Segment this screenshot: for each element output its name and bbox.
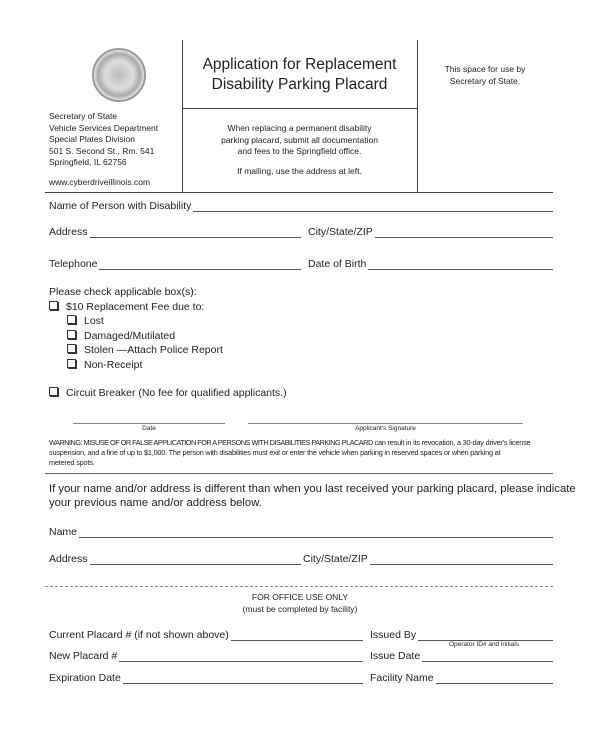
label: Telephone [49,258,98,270]
previous-city-field[interactable] [303,553,553,565]
label: Name [49,526,78,538]
label: Address [49,226,88,238]
label: Damaged/Mutilated [84,329,176,342]
text: When replacing a permanent disability [227,123,372,133]
label: Stolen —Attach Police Report [84,344,223,356]
non-receipt-checkbox[interactable] [49,358,287,373]
page-title [182,55,417,95]
previous-address-field[interactable] [49,553,301,565]
label: Address [49,553,88,565]
warning-caps: WARNING: MISUSE OF OR FALSE APPLICATION FOR A PERSONS WITH DISABILITIES PARKING PLACARD [49,438,373,447]
state-seal-logo [92,48,146,102]
expiration-date-field[interactable] [49,672,363,684]
agency-address [49,111,158,188]
issued-by-field[interactable] [370,629,553,641]
text: If your name and/or address is different than when you last received your parking placard, please indicate [49,483,576,495]
instructions [182,123,417,177]
address-line: Special Plates Division [49,134,135,144]
label: $10 Replacement Fee due to: [66,300,205,313]
text: can result in its revocation, a 30-day driver's license [372,438,531,447]
label: City/State/ZIP [308,226,373,238]
applicable-boxes [49,285,287,401]
address-line: Springfield, IL 62756 [49,157,127,167]
date-caption: Date [142,425,156,432]
date-line[interactable] [73,423,225,424]
previous-name-field[interactable] [49,526,553,538]
text: (must be completed by facility) [242,603,358,614]
city-state-zip-field[interactable] [308,226,553,238]
text: parking placard, submit all documentation [221,134,378,145]
divider [45,586,553,588]
heading: Please check applicable box(s): [49,286,197,298]
text: suspension, and a fine of up to $1,000. The person with disabilities must exit or enter the vehicle when parking in reserved spaces or when parking at [49,448,501,457]
operator-caption: Operator ID# and initials [448,641,520,648]
office-use-header [0,592,600,615]
signature-caption: Applicant's Signature [355,425,416,432]
website-link[interactable]: www.cyberdriveillinois.com [49,176,151,187]
facility-name-field[interactable] [370,672,553,684]
label: Non-Receipt [84,358,143,371]
text: your previous name and/or address below. [49,497,262,509]
lost-checkbox[interactable] [49,314,287,329]
divider [45,473,553,474]
title-line: Disability Parking Placard [211,76,388,93]
label: Name of Person with Disability [49,200,192,212]
telephone-field[interactable] [49,258,301,270]
divider [417,40,418,192]
text: Secretary of State. [449,75,521,86]
address-line: Vehicle Services Department [49,122,159,133]
signature-line[interactable] [248,423,523,424]
title-line: Application for Replacement [202,56,397,73]
text: and fees to the Springfield office. [237,146,362,156]
address-field[interactable] [49,226,301,238]
date-of-birth-field[interactable] [308,258,553,270]
address-line: Secretary of State [49,111,118,121]
label: Expiration Date [49,672,121,684]
text: This space for use by [444,64,526,74]
damaged-checkbox[interactable] [49,329,287,344]
current-placard-field[interactable] [49,629,363,641]
new-placard-field[interactable] [49,650,363,662]
fee-checkbox[interactable] [49,300,287,315]
text: FOR OFFICE USE ONLY [251,592,349,602]
warning-text [49,438,555,468]
divider [45,192,553,193]
disabled-person-name-field[interactable] [49,200,553,212]
label: Date of Birth [308,258,367,270]
issue-date-field[interactable] [370,650,553,662]
stolen-checkbox[interactable] [49,343,287,358]
label: Lost [84,315,104,327]
circuit-breaker-checkbox[interactable] [49,386,287,401]
text: If mailing, use the address at left. [237,165,362,176]
text: metered spots. [49,458,95,467]
label: New Placard # [49,650,118,662]
label: Circuit Breaker (No fee for qualified applicants.) [66,387,287,399]
divider [182,108,417,109]
label: City/State/ZIP [303,553,368,565]
previous-info-instructions [49,482,576,510]
label: Current Placard # (if not shown above) [49,629,229,641]
address-line: 501 S. Second St., Rm. 541 [49,145,155,156]
label: Issued By [370,629,417,641]
sos-use-box [417,64,553,87]
label: Issue Date [370,650,421,662]
label: Facility Name [370,672,434,684]
